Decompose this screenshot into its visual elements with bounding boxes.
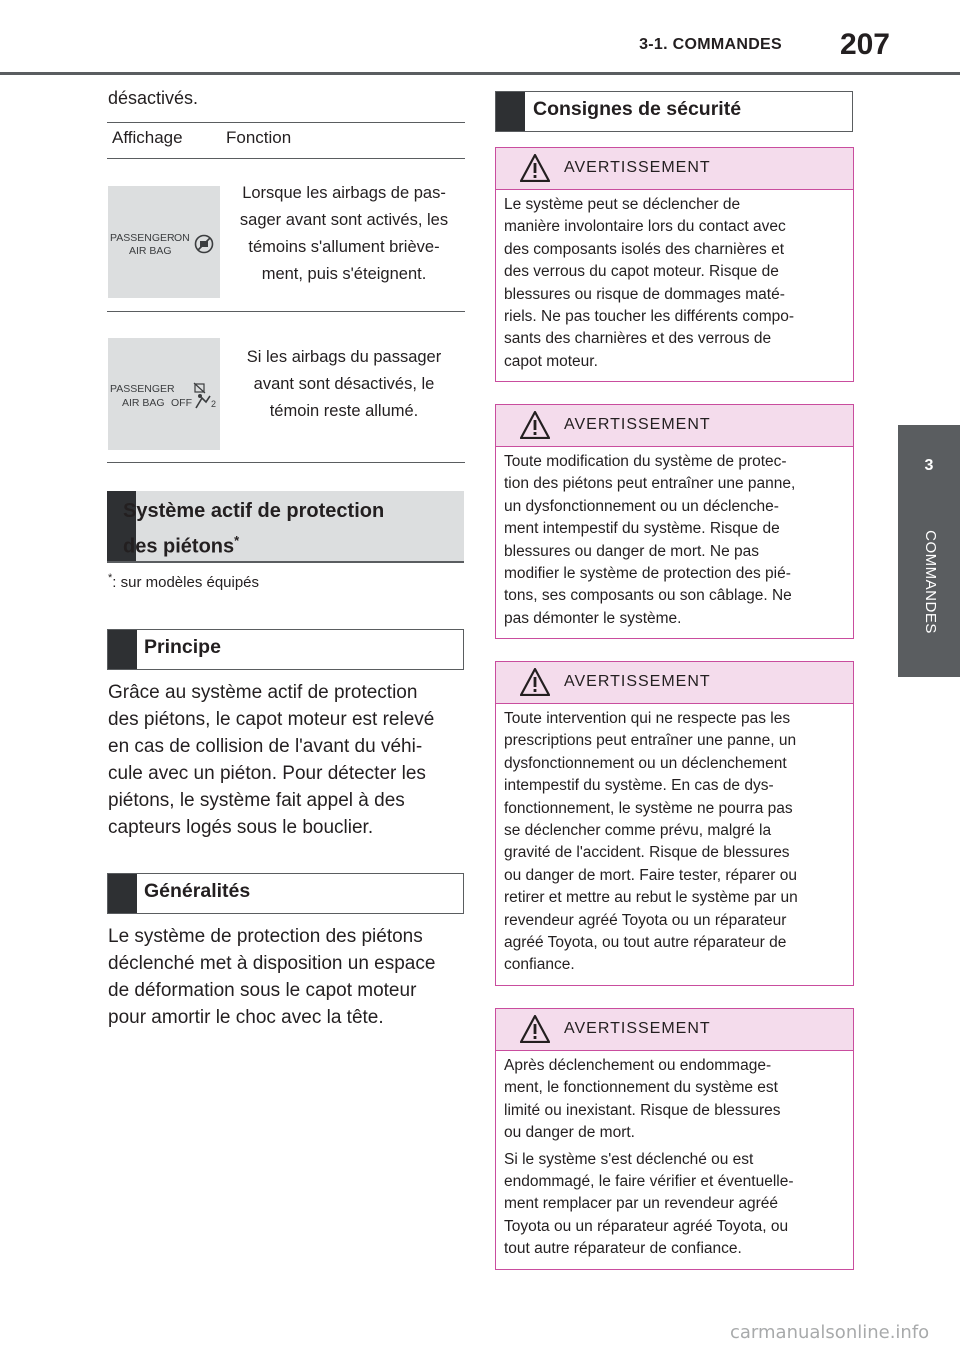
table-header-display: Affichage — [112, 128, 183, 147]
warning-paragraph — [504, 194, 845, 373]
warning-line: manière involontaire lors du contact avec — [504, 218, 786, 236]
warning-line: Après déclenchement ou endommage- — [504, 1057, 772, 1074]
indicator-text: AIR BAG — [129, 245, 172, 257]
warning-line: revendeur agréé Toyota ou un réparateur — [504, 911, 787, 929]
warning-line: des verrous du capot moteur. Risque de — [504, 263, 779, 281]
warning-header — [496, 1009, 853, 1051]
warning-line: tout autre réparateur de confiance. — [504, 1240, 742, 1258]
warning-paragraph — [504, 1149, 845, 1261]
subheading-principe — [107, 629, 464, 670]
warning-line: fonctionnement, le système ne pourra pas — [504, 799, 793, 817]
warning-triangle-icon — [520, 1015, 550, 1043]
indicator-text: OFF — [171, 397, 192, 409]
warning-line: tons, ses composants ou son câblage. Ne — [504, 587, 792, 605]
warning-body — [496, 704, 853, 985]
warning-line: sants des charnières et des verrous de — [504, 330, 772, 348]
warning-header — [496, 662, 853, 704]
warning-triangle-icon — [520, 154, 550, 182]
warning-box — [495, 1008, 854, 1270]
warning-line: Si le système s'est déclenché ou est — [504, 1150, 754, 1168]
watermark: carmanualsonline.info — [730, 1322, 930, 1343]
warning-line: endommagé, le faire vérifier et éventuelle- — [504, 1173, 794, 1191]
section-title: 3-1. COMMANDES — [639, 36, 782, 53]
warning-body — [496, 447, 853, 638]
indicator-text: PASSENGER — [110, 232, 175, 244]
warning-box — [495, 661, 854, 986]
warning-title: AVERTISSEMENT — [564, 159, 711, 176]
chapter-tab-label: COMMANDES — [922, 530, 939, 634]
warning-line: limité ou inexistant. Risque de blessures — [504, 1101, 781, 1119]
warning-line: capot moteur. — [504, 352, 598, 370]
warning-line: prescriptions peut entraîner une panne, un — [504, 732, 797, 750]
warning-title: AVERTISSEMENT — [564, 673, 711, 690]
heading-consignes-de-securite — [495, 91, 853, 132]
heading-bar — [496, 92, 525, 131]
lead-text: désactivés. — [108, 88, 199, 108]
airbag-seat-icon — [194, 234, 214, 254]
warning-paragraph — [504, 451, 845, 630]
warning-line: blessures ou danger de mort. Ne pas — [504, 542, 760, 560]
warning-body — [496, 190, 853, 381]
header-rule — [0, 72, 960, 75]
footnote: *: sur modèles équipés — [108, 572, 260, 591]
indicator-text: 2 — [211, 399, 217, 409]
warning-header — [496, 148, 853, 190]
warning-box — [495, 404, 854, 639]
indicator-text: PASSENGER — [110, 383, 175, 395]
warning-box — [495, 147, 854, 382]
warning-line: Toute modification du système de protec- — [504, 453, 787, 470]
heading-text: Principe — [144, 636, 221, 658]
warning-body — [496, 1051, 853, 1269]
warning-line: confiance. — [504, 956, 575, 974]
section-heading-pedestrian-protection — [107, 491, 464, 563]
warning-line: retirer et mettre au rebut le système par un — [504, 889, 798, 907]
page-number: 207 — [839, 28, 890, 61]
table-top-rule — [107, 122, 465, 123]
table-row-rule — [107, 311, 465, 312]
warning-triangle-icon — [520, 411, 550, 439]
generalites-paragraph: Le système de protection des piétons déclenché met à disposition un espace de déformation sous le capot moteur pour amortir le choc avec la tête. — [108, 926, 436, 1028]
warning-line: ou danger de mort. — [504, 1124, 635, 1142]
warning-triangle-icon — [520, 668, 550, 696]
row-2-function-text: Si les airbags du passager avant sont désactivés, le témoin reste allumé. — [246, 348, 442, 420]
warning-line: Le système peut se déclencher de — [504, 196, 741, 213]
table-header-function: Fonction — [226, 128, 292, 147]
warning-line: des composants isolés des charnières et — [504, 240, 785, 258]
heading-text: Généralités — [144, 880, 251, 902]
warning-line: intempestif du système. En cas de dys- — [504, 777, 774, 795]
table-bottom-rule — [107, 462, 465, 463]
heading-bar — [108, 874, 137, 913]
warning-line: ment, le fonctionnement du système est — [504, 1079, 778, 1097]
warning-line: ment remplacer par un revendeur agréé — [504, 1195, 778, 1213]
warning-line: riels. Ne pas toucher les différents compo- — [504, 308, 795, 326]
indicator-text: ON — [174, 232, 190, 244]
warning-line: gravité de l'accident. Risque de blessures — [504, 844, 790, 862]
table-header-rule — [107, 158, 465, 159]
warning-line: Toyota ou un réparateur agréé Toyota, ou — [504, 1217, 789, 1235]
chapter-tab[interactable]: 3 — [898, 425, 960, 507]
warning-paragraph — [504, 1055, 845, 1145]
warning-line: se déclencher comme prévu, malgré la — [504, 822, 772, 840]
warning-line: agréé Toyota, ou tout autre réparateur de — [504, 934, 787, 952]
warning-header — [496, 405, 853, 447]
passenger-airbag-on-indicator — [108, 186, 220, 298]
heading-text: Consignes de sécurité — [533, 98, 742, 120]
warning-line: ment intempestif du système. Risque de — [504, 520, 780, 538]
warning-line: ou danger de mort. Faire tester, réparer ou — [504, 866, 797, 884]
subheading-generalites — [107, 873, 464, 914]
warning-title: AVERTISSEMENT — [564, 1020, 711, 1037]
principe-paragraph: Grâce au système actif de protection des piétons, le capot moteur est relevé en cas de collision de l'avant du véhi- cule avec un piéton. Pour détecter les piétons, le système fait appel à des capteurs logés sous le bouclier. — [108, 682, 435, 838]
warning-line: un dysfonctionnement ou un déclenche- — [504, 497, 779, 515]
row-1-function-text: Lorsque les airbags de pas- sager avant sont activés, les témoins s'allument briève- ment, puis s'éteignent. — [239, 184, 449, 283]
warning-title: AVERTISSEMENT — [564, 416, 711, 433]
heading-text: Système actif de protection des piétons* — [123, 500, 385, 558]
heading-bar — [108, 630, 137, 669]
airbag-disabled-icon — [192, 382, 212, 412]
warning-line: tion des piétons peut entraîner une panne, — [504, 475, 796, 493]
warning-line: Toute intervention qui ne respecte pas les — [504, 710, 791, 727]
warning-paragraph — [504, 708, 845, 977]
warning-line: blessures ou risque de dommages maté- — [504, 285, 785, 303]
indicator-text: AIR BAG — [122, 397, 165, 409]
warning-line: modifier le système de protection des pié- — [504, 565, 791, 583]
warning-line: dysfonctionnement ou un déclenchement — [504, 754, 787, 772]
passenger-airbag-off-indicator — [108, 338, 220, 450]
warning-line: pas démonter le système. — [504, 609, 682, 627]
